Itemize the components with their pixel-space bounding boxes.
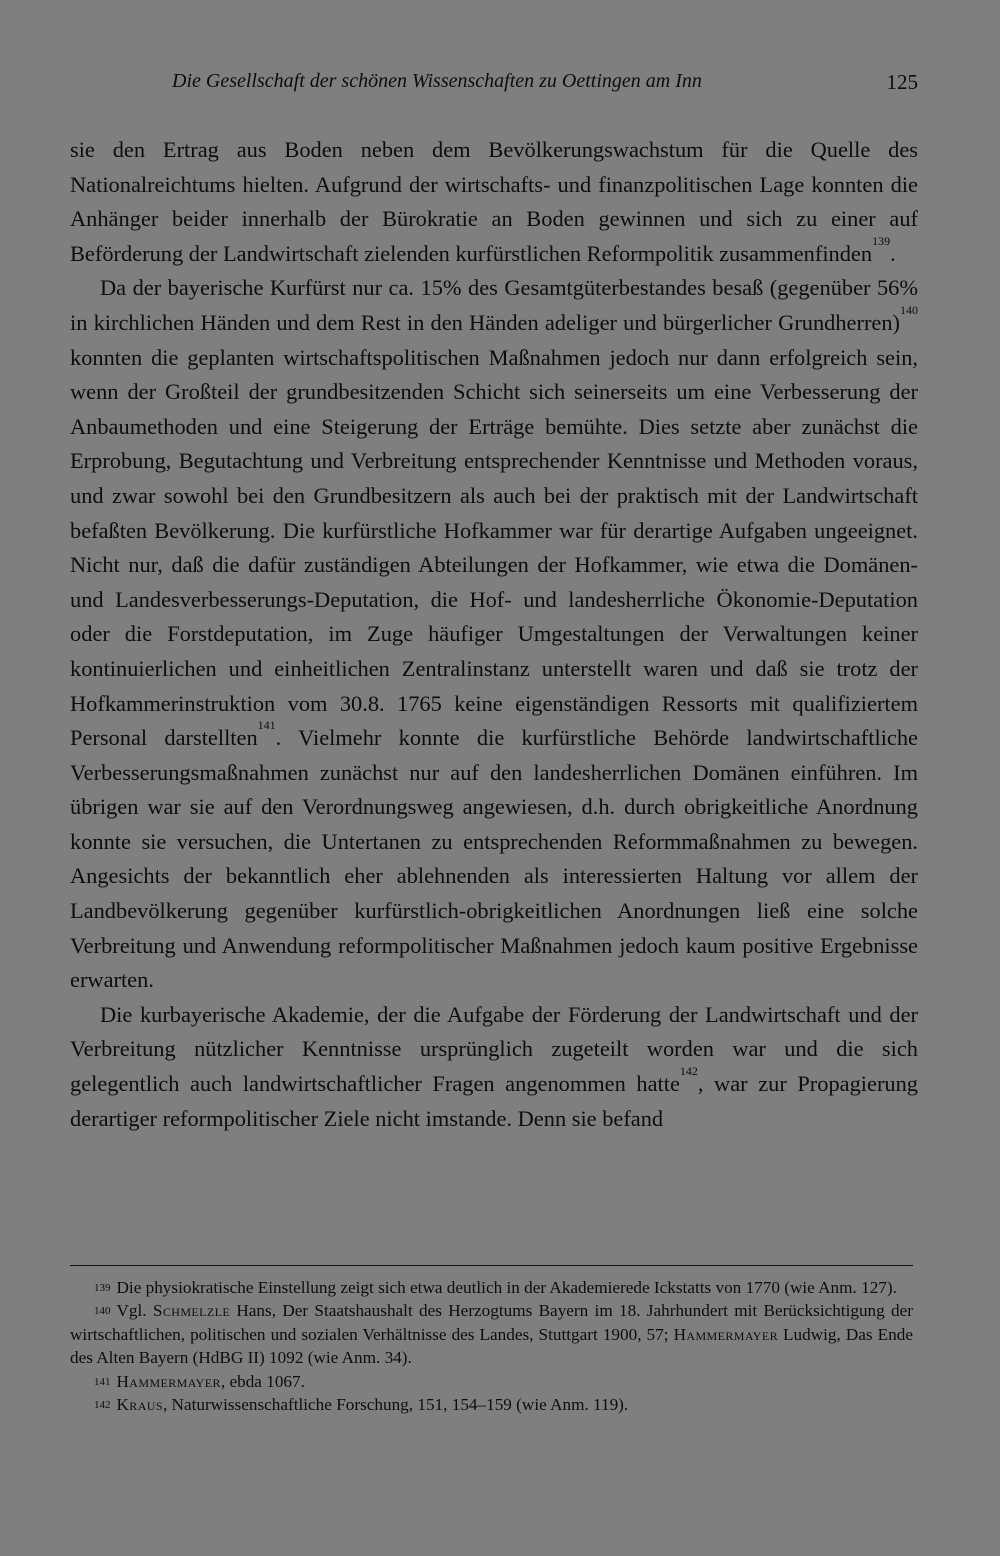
footnote-text: , ebda 1067. [220,1371,305,1391]
paragraph [70,998,918,1136]
running-title: Die Gesellschaft der schönen Wissenschaften zu Oettingen am Inn [172,70,702,92]
footnote [70,1276,913,1299]
footnote-text: Hans, Der Staatshaushalt des Herzogtums Bayern im 18. Jahrhundert mit Berücksichtigung der wirtschaftlichen, politischen und sozialen Verhältnisse des Landes, Stuttgart 1900, 57; [70,1301,913,1344]
footnote-mark: 141 [94,1375,111,1388]
body-text [70,133,918,1136]
footnote-text: Die physiokratische Einstellung zeigt sich etwa deutlich in der Akademierede Ickstatts von 1770 (wie Anm. 127). [116,1278,897,1297]
page-number: 125 [886,70,918,94]
footnote-text: Vgl. [116,1301,153,1321]
footnote [70,1393,913,1416]
paragraph-text: Da der bayerische Kurfürst nur ca. 15% des Gesamtgüterbestandes besaß (gegenüber 56% in kirchlichen Händen und dem Rest in den Händen adeliger und bürgerlicher Grundherren) [70,275,918,335]
paragraph-text: . [890,240,896,266]
paragraph-text: konnten die geplanten wirtschaftspolitischen Maßnahmen jedoch nur dann erfolgreich sein, wenn der Großteil der grundbesitzenden Schicht sich seinerseits um eine Verbesserung der Anbaumethoden und eine Steigerung der Erträge bemühte. Dies setzte aber zunächst die Erprobung, Begutachtung und Verbreitung entsprechender Kenntnisse und Methoden voraus, und zwar sowohl bei den Grundbesitzern als auch bei der praktisch mit der Landwirtschaft befaßten Bevölkerung. Die kurfürstliche Hofkammer war für derartige Aufgaben ungeeignet. Nicht nur, daß die dafür zuständigen Abteilungen der Hofkammer, wie etwa die Domänen- und Landesverbesserungs-Deputation, die Hof- und landesherrliche Ökonomie-Deputation oder die Forstdeputation, im Zuge häufiger Umgestaltungen der Verwaltungen keiner kontinuierlichen und einheitlichen Zentralinstanz unterstellt waren und daß sie trotz der Hofkammerinstruktion vom 30.8. 1765 keine eigenständigen Ressorts mit qualifiziertem Personal darstellten [70,344,918,751]
footnote-ref: 142 [679,1064,698,1079]
paragraph [70,133,918,271]
page-header [172,70,918,100]
author-name: Schmelzle [152,1301,231,1321]
footnote-text: , Naturwissenschaftliche Forschung, 151, 154–159 (wie Anm. 119). [162,1395,629,1415]
footnote-ref: 140 [900,302,918,317]
footnote [70,1370,913,1393]
paragraph-text: sie den Ertrag aus Boden neben dem Bevölkerungswachstum für die Quelle des Nationalreichtums hielten. Aufgrund der wirtschafts- und finanzpolitischen Lage konnten die Anhänger beider innerhalb der Bürokratie an Boden gewinnen und sich zu einer auf Beförderung der Landwirtschaft zielenden kurfürstlichen Reformpolitik zusammenfinden [70,137,918,266]
footnote-mark: 140 [94,1305,111,1318]
footnote-text: Ludwig, Das Ende des Alten Bayern (HdBG II) 1092 (wie Anm. 34). [70,1324,913,1368]
footnote-mark: 142 [94,1399,111,1412]
footnote-separator [70,1265,913,1266]
author-name: Hammermayer [673,1324,778,1344]
paragraph-text: . Vielmehr konnte die kurfürstliche Behörde landwirtschaftliche Verbesserungsmaßnahmen zunächst nur auf den landesherrlichen Domänen einführen. Im übrigen war sie auf den Verordnungsweg angewiesen, d.h. durch obrigkeitliche Anordnung konnte sie versuchen, die Untertanen zu entsprechenden Reformmaßnahmen zu bewegen. Angesichts der bekanntlich eher ablehnenden als interessierten Haltung vor allem der Landbevölkerung gegenüber kurfürstlich-obrigkeitlichen Anordnungen ließ eine solche Verbreitung und Anwendung reformpolitischer Maßnahmen jedoch kaum positive Ergebnisse erwarten. [70,725,918,993]
footnotes [70,1276,913,1416]
paragraph [70,271,918,997]
author-name: Hammermayer [116,1371,221,1391]
footnote-ref: 141 [257,718,276,733]
author-name: Kraus [116,1395,163,1415]
footnote [70,1299,913,1369]
paragraph-text: , war zur Propagierung derartiger reformpolitischer Ziele nicht imstande. Denn sie befand [70,1071,918,1131]
footnote-mark: 139 [94,1282,111,1294]
footnote-ref: 139 [872,233,891,248]
paragraph-text: Die kurbayerische Akademie, der die Aufgabe der Förderung der Landwirtschaft und der Verbreitung nützlicher Kenntnisse ursprünglich zugeteilt worden war und die sich gelegentlich auch landwirtschaftlicher Fragen angenommen hatte [70,1001,918,1097]
